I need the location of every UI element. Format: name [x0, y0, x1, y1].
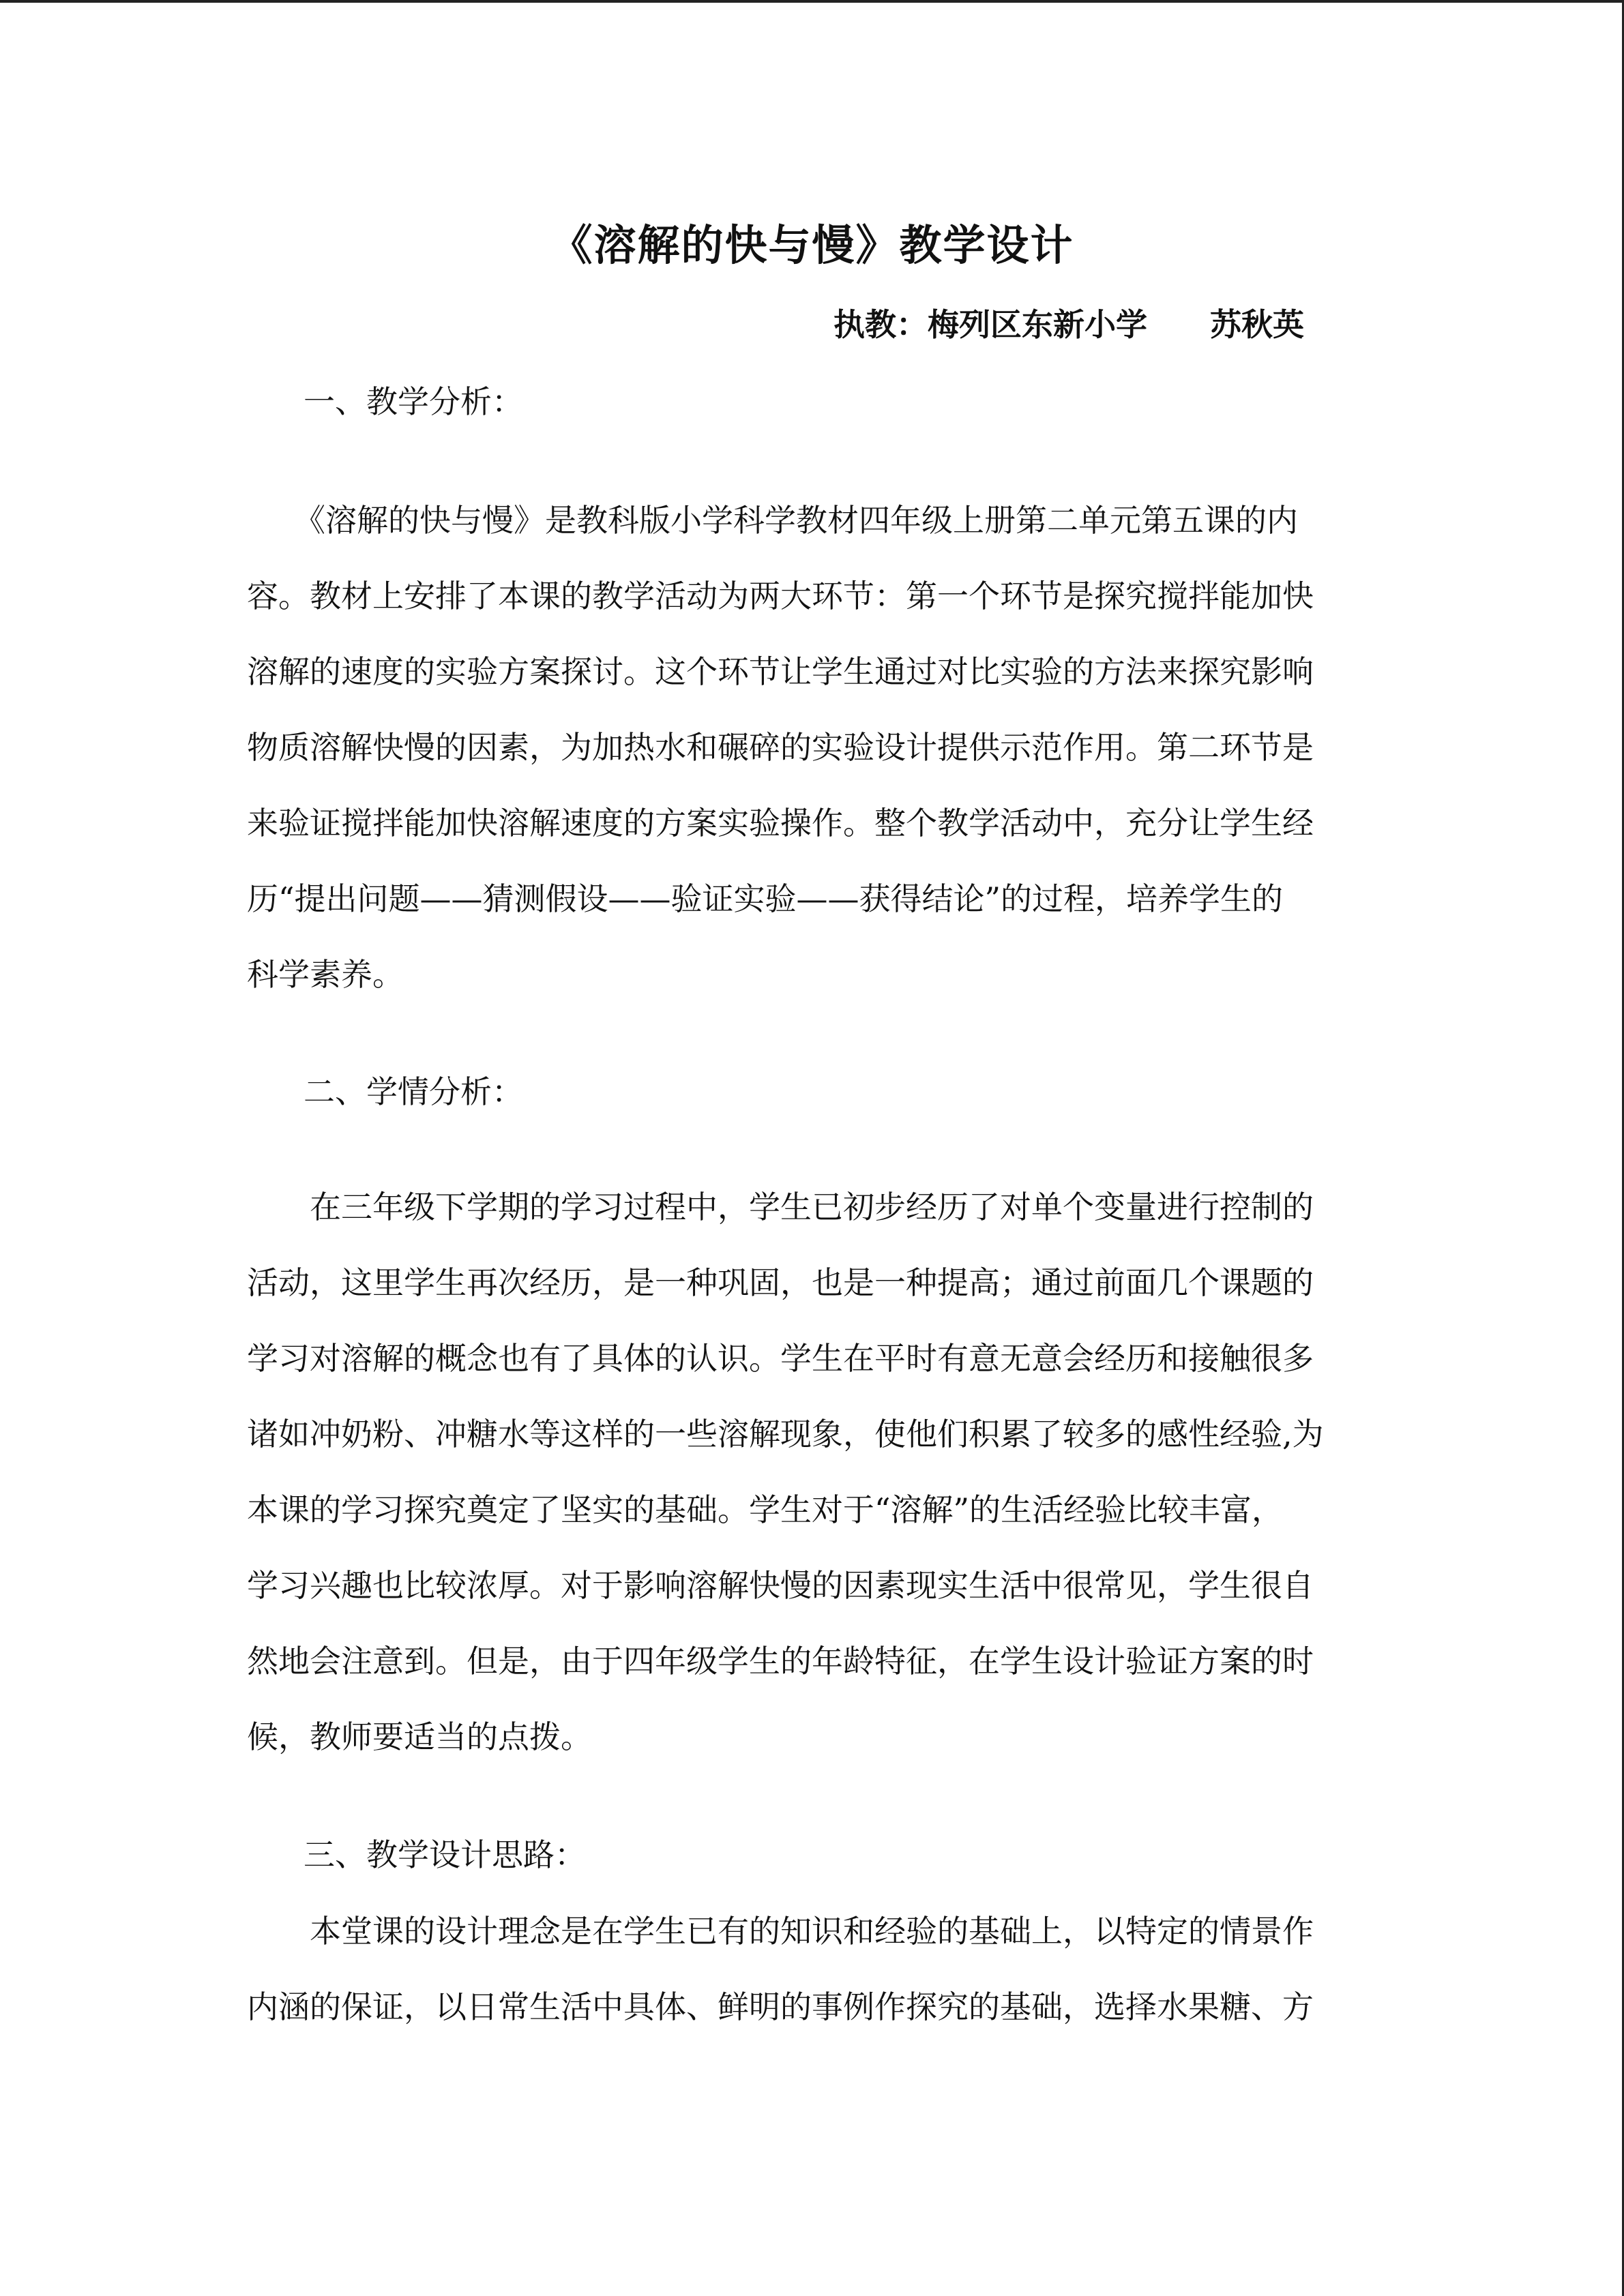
document-title: 《溶解的快与慢》教学设计 — [550, 220, 1074, 270]
paragraph-line: 溶解的速度的实验方案探讨。这个环节让学生通过对比实验的方法来探究影响 — [247, 653, 1314, 690]
paragraph-line: 活动，这里学生再次经历，是一种巩固，也是一种提高；通过前面几个课题的 — [247, 1264, 1314, 1301]
section-heading-teaching-analysis: 一、教学分析： — [304, 383, 523, 420]
paragraph-line: 本课的学习探究奠定了坚实的基础。学生对于“溶解”的生活经验比较丰富， — [247, 1491, 1284, 1528]
paragraph-line: 候，教师要适当的点拨。 — [247, 1718, 592, 1755]
paragraph-line: 学习对溶解的概念也有了具体的认识。学生在平时有意无意会经历和接触很多 — [247, 1340, 1314, 1377]
paragraph-line: 诸如冲奶粉、冲糖水等这样的一些溶解现象，使他们积累了较多的感性经验,为 — [247, 1416, 1324, 1452]
author-line: 执教：梅列区东新小学 苏秋英 — [833, 306, 1304, 343]
paragraph-line: 然地会注意到。但是，由于四年级学生的年龄特征，在学生设计验证方案的时 — [247, 1643, 1314, 1680]
paragraph-line: 容。教材上安排了本课的教学活动为两大环节：第一个环节是探究搅拌能加快 — [247, 578, 1314, 614]
paragraph-line: 物质溶解快慢的因素，为加热水和碾碎的实验设计提供示范作用。第二环节是 — [247, 729, 1314, 766]
paragraph-line: 来验证搅拌能加快溶解速度的方案实验操作。整个教学活动中，充分让学生经 — [247, 805, 1314, 841]
paragraph-line: 本堂课的设计理念是在学生已有的知识和经验的基础上，以特定的情景作 — [247, 1913, 1314, 1950]
section-heading-student-analysis: 二、学情分析： — [304, 1073, 523, 1110]
paragraph-line: 学习兴趣也比较浓厚。对于影响溶解快慢的因素现实生活中很常见，学生很自 — [247, 1567, 1314, 1604]
section-heading-design-approach: 三、教学设计思路： — [304, 1836, 586, 1873]
paragraph-line: 历“提出问题——猜测假设——验证实验——获得结论”的过程，培养学生的 — [247, 880, 1284, 917]
paragraph-line: 《溶解的快与慢》是教科版小学科学教材四年级上册第二单元第五课的内 — [247, 502, 1298, 539]
paragraph-line: 内涵的保证，以日常生活中具体、鲜明的事例作探究的基础，选择水果糖、方 — [247, 1988, 1314, 2025]
page-top-border — [0, 0, 1624, 3]
paragraph-line: 在三年级下学期的学习过程中，学生已初步经历了对单个变量进行控制的 — [247, 1189, 1314, 1225]
paragraph-line: 科学素养。 — [247, 956, 404, 993]
